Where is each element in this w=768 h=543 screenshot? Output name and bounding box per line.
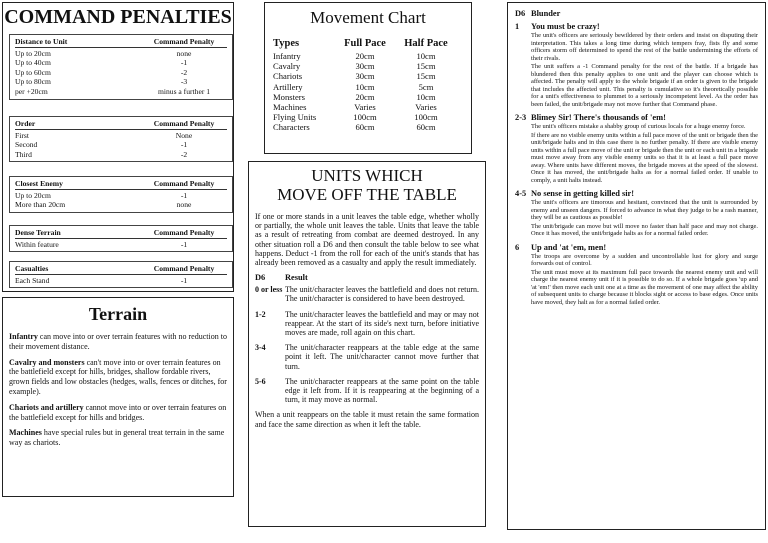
movement-col-half: Half Pace (404, 38, 448, 49)
dense-terrain-table (9, 225, 233, 252)
result-row: 0 or less The unit/character leaves the battlefield and does not return. The unit/character is considered to have been destroyed. (255, 285, 479, 304)
order-table (9, 116, 233, 162)
movement-col-types: Types (273, 38, 300, 49)
enemy-table (9, 176, 233, 213)
table-row: Infantry 20cm 10cm (273, 51, 436, 61)
table-row: Third -2 (15, 149, 188, 159)
enemy-col1: Closest Enemy (15, 179, 63, 188)
units-off-footer: When a unit reappears on the table it must retain the same formation and face the same direction as when it left the table. (255, 410, 479, 429)
units-off-table-panel (248, 161, 486, 527)
table-row: Characters 60cm 60cm (273, 122, 436, 133)
result-row: 1-2 The unit/character leaves the battlefield and may or may not reappear. At the start of its side's next turn, before initiative moves are made, roll again on this chart. (255, 309, 479, 338)
order-col1: Order (15, 119, 36, 128)
blunder-col-d6: D6 (515, 9, 526, 18)
dense-terrain-col1: Dense Terrain (15, 228, 61, 237)
blunder-panel (507, 2, 766, 530)
table-row: Up to 80cm -3 (15, 77, 188, 87)
order-col2: Command Penalty (153, 119, 215, 128)
movement-chart-title: Movement Chart (310, 8, 426, 27)
distance-col1: Distance to Unit (15, 37, 68, 46)
casualties-col2: Command Penalty (153, 264, 215, 273)
terrain-cavalry: Cavalry and monsters can't move into or over terrain features on the battlefield except for hills, bridges, shallow fordable rivers, grown fields and low obstacles (hedges, walls, fences or ditches, for example). (9, 357, 227, 396)
table-row: Up to 20cm -1 (15, 190, 188, 200)
table-row: Machines Varies Varies (273, 102, 437, 113)
table-row: Monsters 20cm 10cm (273, 91, 436, 102)
table-row: Cavalry 30cm 15cm (273, 61, 436, 72)
units-off-intro: If one or more stands in a unit leaves the table edge, whether wholly or partially, the whole unit leaves the table. Units that leave the table as a result of retreating from combat are deemed destroyed. In any other situation roll a D6 and then consult the table below to see what happens. Deduct -1 from the roll for each of the unit's stands that has already been removed as a casualty and apply the result immediately. (255, 212, 479, 268)
movement-col-full: Full Pace (344, 38, 386, 49)
enemy-col2: Command Penalty (153, 179, 215, 188)
blunder-item: 2-3 Blimey Sir! There's thousands of 'em! The unit's officers mistake a shabby group of curious locals for a huge enemy force. If there are no visible enemy units within a full pace move of the unit or brigade then the unit/brigade halts and in this case there is no further penalty. If there are visible enemy units within a full pace move of the unit or brigade then the unit or each unit in a brigade must move away from any visible enemy units so that it is at least a full pace move away. Where units have different moves, the brigade moves at the speed of the slowest. Once it has moved, the unit/brigade halts as for a normal failed order. If unable to comply, a unit halts instead. (515, 113, 758, 184)
terrain-infantry: Infantry can move into or over terrain features with no reduction to their movement distance. (9, 332, 227, 351)
blunder-col-title: Blunder (531, 9, 561, 18)
table-row: per +20cm minus a further 1 (15, 86, 211, 96)
table-row: Up to 60cm -2 (15, 67, 188, 77)
casualties-col1: Casualties (15, 264, 49, 273)
casualties-table (9, 261, 233, 288)
table-row: Within feature -1 (15, 239, 188, 249)
units-off-title-line1: UNITS WHICH (311, 166, 423, 185)
table-row: Second -1 (15, 140, 188, 150)
units-off-col-d6: D6 (255, 273, 266, 283)
terrain-title: Terrain (88, 304, 148, 324)
table-row: More than 20cm none (15, 200, 192, 210)
blunder-item: 4-5 No sense in getting killed sir! The unit's officers are timorous and hesitant, convinced that the unit is surrounded by enemy and unseen dangers. If forced to advance in what they judge to be a rash manner, they will be as cautious as possible! The unit/brigade can move but will move no faster than half pace and may not charge. Once it has moved, the unit/brigade halts as for a normal failed order. (515, 189, 758, 237)
table-row: Up to 40cm -1 (15, 58, 188, 68)
command-penalties-panel (2, 2, 234, 292)
movement-table (273, 37, 463, 133)
blunder-item: 6 Up and 'at 'em, men! The troops are overcome by a sudden and uncontrollable lust for glory and surge forwards out of control. The unit must move at its maximum full pace towards the nearest enemy unit and will charge the nearest enemy unit if it is possible to do so. If a whole brigade goes 'up and 'at 'em!' then move each unit one at a time as the movement of one may affect the ability of subsequent units to charge because it blocks sight or access to base edges. Once units have moved, they halt as for a normal failed order. (515, 242, 758, 306)
table-row: First None (15, 130, 193, 140)
units-off-title-line2: MOVE OFF THE TABLE (277, 185, 457, 204)
result-row: 3-4 The unit/character reappears at the table edge at the same point it left. The unit/character cannot move further that turn. (255, 343, 479, 371)
command-penalties-title: COMMAND PENALTIES (4, 6, 232, 28)
result-row: 5-6 The unit/character reappears at the same point on the table edge it left from. If it is reappearing at the beginning of a turn, it may move as normal. (255, 376, 479, 405)
blunder-item: 1 You must be crazy! The unit's officers are seriously bewildered by their orders and insist on disputing their interpretation. This takes a long time during which tempers fray, fists fly and some officers storm off determined to spend the rest of the battle undermining the efforts of their rivals. The unit suffers a -1 Command penalty for the rest of the battle. If a brigade has blundered then this penalty applies to one unit and the player can choose which is affected. The penalty will apply to the whole brigade if an order is given to the brigade that includes the affected unit. This penalty is cumulative so it's theoretically possible for a unit's effectiveness to plummet to a seriously incompetent level. As the order has been failed, the unit/brigade may not move further that Command phase. (515, 22, 758, 108)
table-row: Up to 20cm none (15, 48, 192, 58)
table-row: Chariots 30cm 15cm (273, 71, 436, 82)
dense-terrain-col2: Command Penalty (153, 228, 215, 237)
movement-chart-panel (264, 2, 472, 154)
distance-col2: Command Penalty (153, 37, 215, 46)
terrain-panel (2, 297, 234, 497)
units-off-col-result: Result (285, 273, 308, 283)
table-row: Each Stand -1 (15, 275, 188, 285)
table-row: Artillery 10cm 5cm (273, 81, 434, 92)
terrain-chariots: Chariots and artillery cannot move into or over terrain features on the battlefield except for hills and bridges. (9, 402, 227, 422)
terrain-machines: Machines have special rules but in general treat terrain in the same way as chariots. (9, 428, 225, 448)
table-row: Flying Units 100cm 100cm (273, 112, 438, 123)
distance-table (9, 34, 233, 100)
